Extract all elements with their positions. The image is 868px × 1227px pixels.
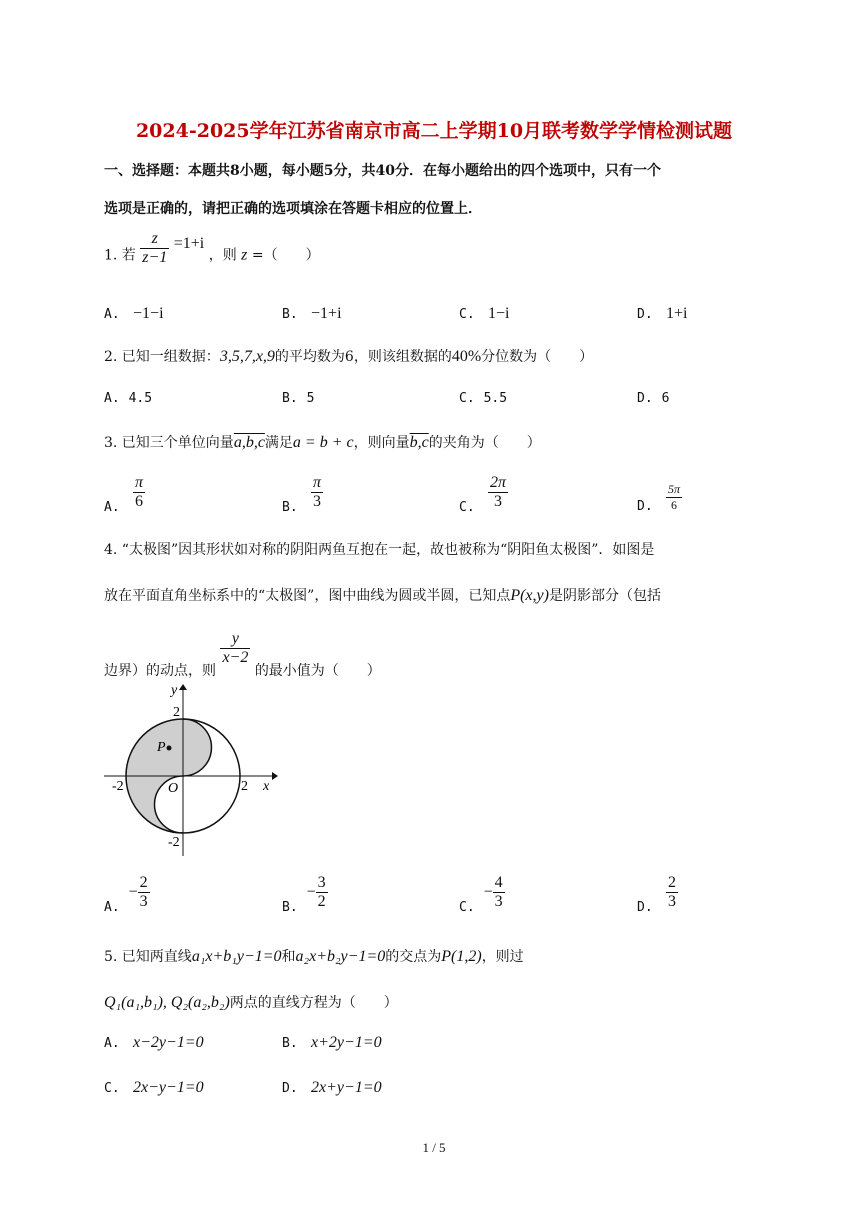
q5-line2-eq: a₂x+b₂y−1=0 <box>295 948 386 965</box>
question-2 <box>104 346 593 366</box>
q1-eq-rhs: =1+i <box>173 234 205 252</box>
point-p-label: P <box>157 740 166 755</box>
q1-option-a[interactable]: A. −1−i <box>104 305 164 322</box>
question-5-line2 <box>104 992 398 1012</box>
q3-tail: 的夹角为（ ） <box>428 435 541 451</box>
q1-option-c[interactable]: C. 1−i <box>459 305 510 322</box>
q4-option-a[interactable]: A. − $\frac{2}{3}$ <box>104 874 148 915</box>
q5-option-d[interactable]: D. 2x+y−1=0 <box>282 1079 382 1096</box>
q2-option-a[interactable]: A. 4.5 <box>104 391 153 406</box>
q4-line2a: 放在平面直角坐标系中的“太极图”，图中曲线为圆或半圆，已知点 <box>104 588 511 604</box>
q2-option-c[interactable]: C. 5.5 <box>459 391 508 406</box>
y-axis-label: y <box>171 683 178 698</box>
q2-option-d[interactable]: D. 6 <box>637 391 670 406</box>
x-axis-label: x <box>263 779 270 794</box>
q5-points: Q₁(a₁,b₁), Q₂(a₂,b₂) <box>104 994 230 1011</box>
q5-option-c[interactable]: C. 2x−y−1=0 <box>104 1079 204 1096</box>
question-3 <box>104 432 541 452</box>
q2-percent: 40% <box>451 348 482 365</box>
q2-tail: 分位数为（ ） <box>481 349 594 365</box>
question-5-line1 <box>104 946 524 966</box>
q4-line3a: 边界）的动点，则 <box>104 662 216 679</box>
q5-option-b[interactable]: B. x+2y−1=0 <box>282 1034 382 1051</box>
q5-option-a[interactable]: A. x−2y−1=0 <box>104 1034 204 1051</box>
tick-right: 2 <box>241 779 248 794</box>
q3-mid1: 满足 <box>264 435 293 451</box>
question-1 <box>104 230 320 267</box>
q3-mid2: ，则向量 <box>353 435 410 451</box>
q2-number: 2. 已知一组数据： <box>104 349 220 365</box>
question-4-line1: 4. “太极图”因其形状如对称的阴阳两鱼互抱在一起，故也被称为“阴阳鱼太极图”．如图是 <box>104 542 655 558</box>
q3-vectors: a,b,c <box>233 434 265 451</box>
q2-option-b[interactable]: B. 5 <box>282 391 315 406</box>
q3-option-b[interactable]: B. $\frac{\pi}{3}$ <box>282 474 322 515</box>
tick-bottom: -2 <box>168 835 180 850</box>
section-header-line1: 一、选择题：本题共8小题，每小题5分，共40分．在每小题给出的四个选项中，只有一个 <box>104 163 661 179</box>
tick-left: -2 <box>112 779 124 794</box>
tick-top: 2 <box>173 705 180 720</box>
section-header-line2: 选项是正确的，请把正确的选项填涂在答题卡相应的位置上． <box>104 201 482 217</box>
question-4-line2 <box>104 585 661 605</box>
q5-line1-eq: a₁x+b₁y−1=0 <box>191 948 282 965</box>
q3-option-a[interactable]: A. $\frac{\pi}{6}$ <box>104 474 144 515</box>
q4-frac-num: y <box>231 630 239 647</box>
q1-tail: =（ ） <box>251 247 320 264</box>
q1-z: z <box>241 246 248 264</box>
q4-line2b: 是阴影部分（包括 <box>548 588 661 604</box>
q1-number: 1. 若 <box>104 247 136 264</box>
page-number: 1 / 5 <box>422 1140 446 1155</box>
q5-number: 5. 已知两直线 <box>104 949 192 965</box>
q2-data: 3,5,7,x,9 <box>219 348 275 365</box>
taiji-figure <box>100 680 280 860</box>
q1-fraction <box>140 230 169 267</box>
q4-fraction <box>220 630 250 667</box>
q4-point: P(x,y) <box>510 587 549 604</box>
q5-and: 和 <box>281 949 296 965</box>
q1-mid: ，则 <box>208 247 237 264</box>
q3-option-d[interactable]: D. $\frac{5\pi}{6}$ <box>637 482 681 514</box>
q4-option-d[interactable]: D. $\frac{2}{3}$ <box>637 874 677 915</box>
q3-number: 3. 已知三个单位向量 <box>104 435 234 451</box>
q4-line3b: 的最小值为（ ） <box>254 662 381 679</box>
q5-mid: 的交点为 <box>385 949 442 965</box>
q4-option-b[interactable]: B. − $\frac{3}{2}$ <box>282 874 326 915</box>
q5-point: P(1,2) <box>441 948 482 965</box>
q3-equation: a = b + c <box>292 434 354 451</box>
q1-option-b[interactable]: B. −1+i <box>282 305 342 322</box>
page-title: 2024-2025学年江苏省南京市高二上学期10月联考数学学情检测试题 <box>135 120 733 142</box>
q5-tail: ，则过 <box>481 949 524 965</box>
q2-mid: 的平均数为6，则该组数据的 <box>274 349 452 365</box>
origin-label: O <box>168 781 179 796</box>
question-4-line3 <box>104 630 381 679</box>
x-axis-arrow <box>272 772 278 780</box>
q3-option-c[interactable]: C. $\frac{2\pi}{3}$ <box>459 474 507 515</box>
y-axis-arrow <box>179 684 187 690</box>
q3-vectors2: b,c <box>409 434 429 451</box>
q1-frac-den: z−1 <box>142 249 168 266</box>
q1-option-d[interactable]: D. 1+i <box>637 305 688 322</box>
q4-option-c[interactable]: C. − $\frac{4}{3}$ <box>459 874 503 915</box>
q4-frac-den: x−2 <box>222 649 249 666</box>
q5-tail2: 两点的直线方程为（ ） <box>229 995 398 1011</box>
q1-frac-num: z <box>151 230 158 247</box>
point-p-dot <box>167 746 172 751</box>
